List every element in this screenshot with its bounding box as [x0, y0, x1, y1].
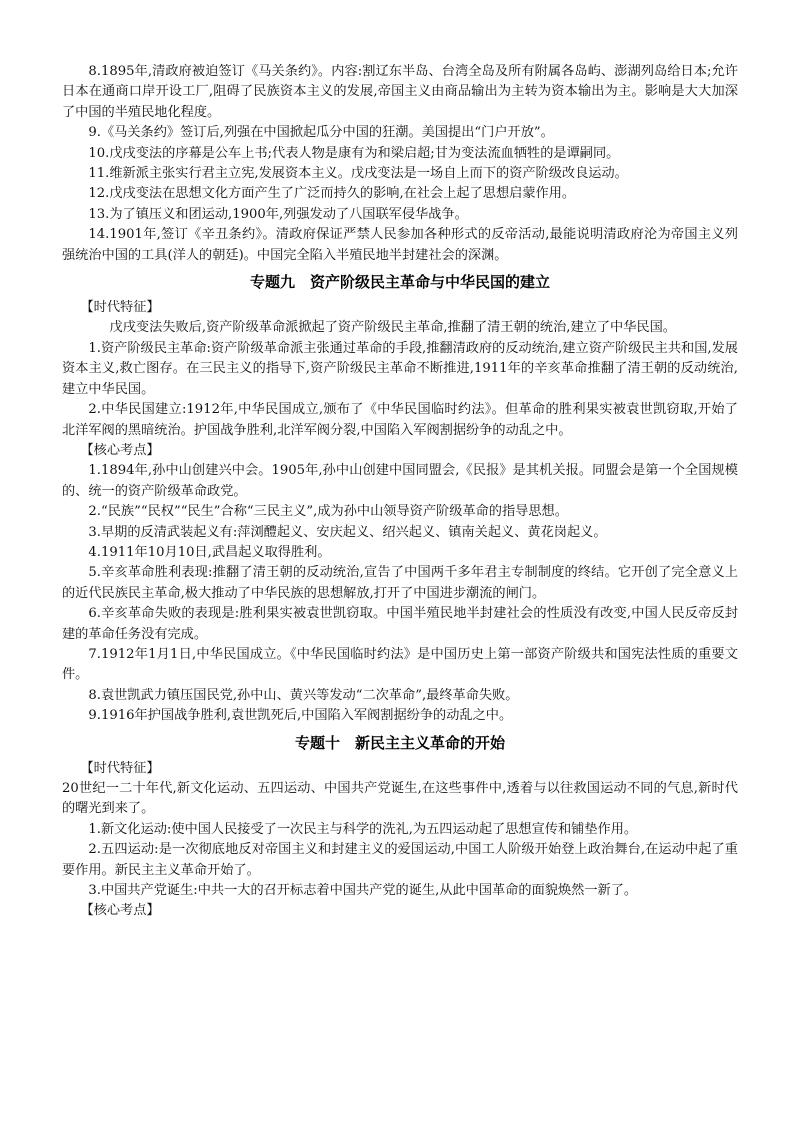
paragraph-core-6: 6.辛亥革命失败的表现是:胜利果实被袁世凯窃取。中国半殖民地半封建社会的性质没有改变,中国人民反帝反封建的革命任务没有完成。	[62, 606, 738, 642]
paragraph-point-14: 14.1901年,签订《辛丑条约》。清政府保证严禁人民参加各种形式的反帝活动,最能说明清政府沦为帝国主义列强统治中国的工具(洋人的朝廷)。中国完全陷入半殖民地半封建社会的深渊。	[62, 227, 738, 263]
document-page	[62, 62, 738, 922]
topic-9-heading: 专题九 资产阶级民主革命与中华民国的建立	[249, 273, 550, 292]
paragraph-point-9: 9.《马关条约》签订后,列强在中国掀起瓜分中国的狂潮。美国提出“门户开放”。	[88, 125, 554, 141]
paragraph-point-13: 13.为了镇压义和团运动,1900年,列强发动了八国联军侵华战争。	[88, 206, 468, 222]
paragraph-feature-2: 2.中华民国建立:1912年,中华民国成立,颁布了《中华民国临时约法》。但革命的胜利果实被袁世凯窃取,开始了北洋军阀的黑暗统治。护国战争胜利,北洋军阀分裂,中国陷入军阀割据纷争的动乱之中。	[62, 402, 738, 438]
paragraph-core-4: 4.1911年10月10日,武昌起义取得胜利。	[88, 544, 331, 560]
paragraph-feature-3: 3.中国共产党诞生:中共一大的召开标志着中国共产党的诞生,从此中国革命的面貌焕然一新了。	[88, 883, 638, 899]
core-points-label: 【核心考点】	[80, 903, 160, 919]
paragraph-feature-2: 2.五四运动:是一次彻底地反对帝国主义和封建主义的爱国运动,中国工人阶级开始登上政治舞台,在运动中起了重要作用。新民主主义革命开始了。	[62, 842, 738, 878]
era-features-label: 【时代特征】	[80, 300, 160, 316]
paragraph-core-3: 3.早期的反清武装起义有:萍浏醴起义、安庆起义、绍兴起义、镇南关起义、黄花岗起义。	[88, 524, 607, 540]
topic-10-heading: 专题十 新民主主义革命的开始	[294, 733, 505, 752]
era-intro-paragraph: 戊戌变法失败后,资产阶级革命派掀起了资产阶级民主革命,推翻了清王朝的统治,建立了中华民国。	[109, 320, 676, 336]
paragraph-core-2: 2.“民族”“民权”“民生”合称“三民主义”,成为孙中山领导资产阶级革命的指导思想。	[88, 504, 568, 520]
paragraph-core-8: 8.袁世凯武力镇压国民党,孙中山、黄兴等发动“二次革命”,最终革命失败。	[88, 687, 519, 703]
era-intro-paragraph: 20世纪一二十年代,新文化运动、五四运动、中国共产党诞生,在这些事件中,透着与以往救国运动不同的气息,新时代的曙光到来了。	[62, 781, 738, 817]
paragraph-point-11: 11.维新派主张实行君主立宪,发展资本主义。戊戌变法是一场自上而下的资产阶级改良运动。	[88, 166, 628, 182]
era-features-label: 【时代特征】	[80, 760, 160, 776]
paragraph-core-7: 7.1912年1月1日,中华民国成立。《中华民国临时约法》是中国历史上第一部资产阶级共和国宪法性质的重要文件。	[62, 646, 738, 683]
paragraph-point-12: 12.戊戌变法在思想文化方面产生了广泛而持久的影响,在社会上起了思想启蒙作用。	[88, 186, 576, 202]
paragraph-point-8: 8.1895年,清政府被迫签订《马关条约》。内容:割辽东半岛、台湾全岛及所有附属各岛屿、澎湖列岛给日本;允许日本在通商口岸开设工厂,阻碍了民族资本主义的发展,帝国主义由商品输出为主转为资本输出为主。影响是大大加深了中国的半殖民地化程度。	[62, 64, 738, 120]
paragraph-point-10: 10.戊戌变法的序幕是公车上书;代表人物是康有为和梁启超;甘为变法流血牺牲的是谭嗣同。	[88, 145, 620, 161]
paragraph-feature-1: 1.新文化运动:使中国人民接受了一次民主与科学的洗礼,为五四运动起了思想宣传和铺垫作用。	[88, 821, 638, 837]
paragraph-core-1: 1.1894年,孙中山创建兴中会。1905年,孙中山创建中国同盟会,《民报》是其机关报。同盟会是第一个全国规模的、统一的资产阶级革命政党。	[62, 463, 738, 499]
paragraph-core-9: 9.1916年护国战争胜利,袁世凯死后,中国陷入军阀割据纷争的动乱之中。	[88, 708, 513, 724]
core-points-label: 【核心考点】	[80, 442, 160, 458]
paragraph-core-5: 5.辛亥革命胜利表现:推翻了清王朝的反动统治,宣告了中国两千多年君主专制制度的终结。它开创了完全意义上的近代民族民主革命,极大推动了中华民族的思想解放,打开了中国进步潮流的闸门。	[62, 565, 738, 601]
paragraph-feature-1: 1.资产阶级民主革命:资产阶级革命派主张通过革命的手段,推翻清政府的反动统治,建立资产阶级民主共和国,发展资本主义,救亡图存。在三民主义的指导下,资产阶级民主革命不断推进,1911年的辛亥革命推翻了清王朝的反动统治,建立中华民国。	[62, 340, 738, 397]
